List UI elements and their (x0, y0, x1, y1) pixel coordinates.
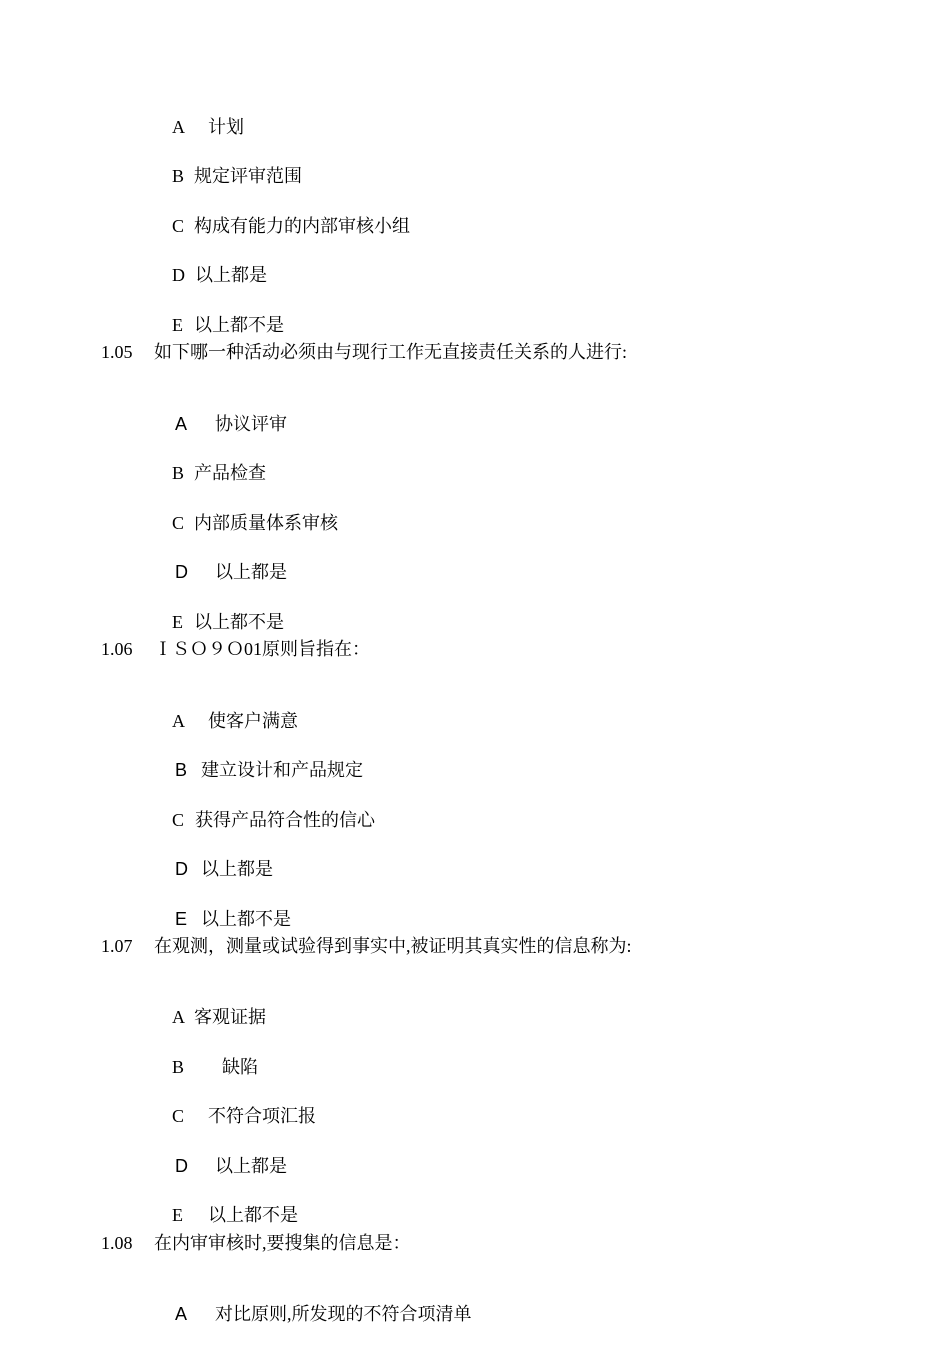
option-text: 以上都是 (215, 1156, 287, 1176)
option-text: 建立设计和产品规定 (201, 760, 363, 780)
option-text: 以上都不是 (201, 909, 291, 929)
option-letter: C (172, 1106, 185, 1126)
question-number: 1.07 (101, 936, 133, 956)
option-text: 以上都不是 (208, 1205, 298, 1225)
option-text: 计划 (208, 117, 244, 137)
option-letter: E (172, 612, 183, 632)
option-letter: B (172, 1057, 185, 1077)
option-text: 以上都是 (201, 859, 273, 879)
question-text: ＩＳＯ９Ｏ01原则旨指在： (154, 639, 370, 659)
question-text: 在内审审核时,要搜集的信息是： (154, 1233, 411, 1253)
option-letter: A (172, 117, 185, 137)
option-letter: A (172, 1007, 185, 1027)
option-letter: D (175, 562, 188, 582)
option-text: 使客户满意 (208, 711, 298, 731)
question-text: 如下哪一种活动必须由与现行工作无直接责任关系的人进行: (154, 342, 627, 362)
option-text: 内部质量体系审核 (194, 513, 338, 533)
option-letter: A (175, 414, 188, 434)
option-text: 以上都是 (195, 265, 267, 285)
option-text: 以上都不是 (194, 612, 284, 632)
question-text: 在观测，测量或试验得到事实中,被证明其真实性的信息称为: (154, 936, 632, 956)
option-letter: C (172, 216, 185, 236)
option-text: 对比原则,所发现的不符合项清单 (215, 1304, 472, 1324)
option-text: 构成有能力的内部审核小组 (194, 216, 410, 236)
option-text: 规定评审范围 (194, 166, 302, 186)
option-letter: C (172, 513, 185, 533)
option-letter: B (175, 760, 188, 780)
option-letter: A (172, 711, 185, 731)
option-letter: D (172, 265, 185, 285)
option-letter: C (172, 810, 185, 830)
option-letter: B (172, 463, 185, 483)
question-number: 1.06 (101, 639, 133, 659)
option-letter: D (175, 859, 188, 879)
option-text: 协议评审 (215, 414, 287, 434)
option-text: 不符合项汇报 (208, 1106, 316, 1126)
option-letter: A (175, 1304, 188, 1324)
option-text: 产品检查 (194, 463, 266, 483)
option-text: 以上都是 (215, 562, 287, 582)
question-number: 1.08 (101, 1233, 133, 1253)
option-text: 缺陷 (222, 1057, 258, 1077)
option-letter: D (175, 1156, 188, 1176)
option-letter: E (172, 315, 183, 335)
option-letter: E (175, 909, 188, 929)
option-text: 以上都不是 (194, 315, 284, 335)
option-text: 获得产品符合性的信心 (195, 810, 375, 830)
option-item (157, 1281, 472, 1347)
question-number: 1.05 (101, 342, 133, 362)
option-text: 客观证据 (194, 1007, 266, 1027)
option-letter: B (172, 166, 185, 186)
option-letter: E (172, 1205, 183, 1225)
